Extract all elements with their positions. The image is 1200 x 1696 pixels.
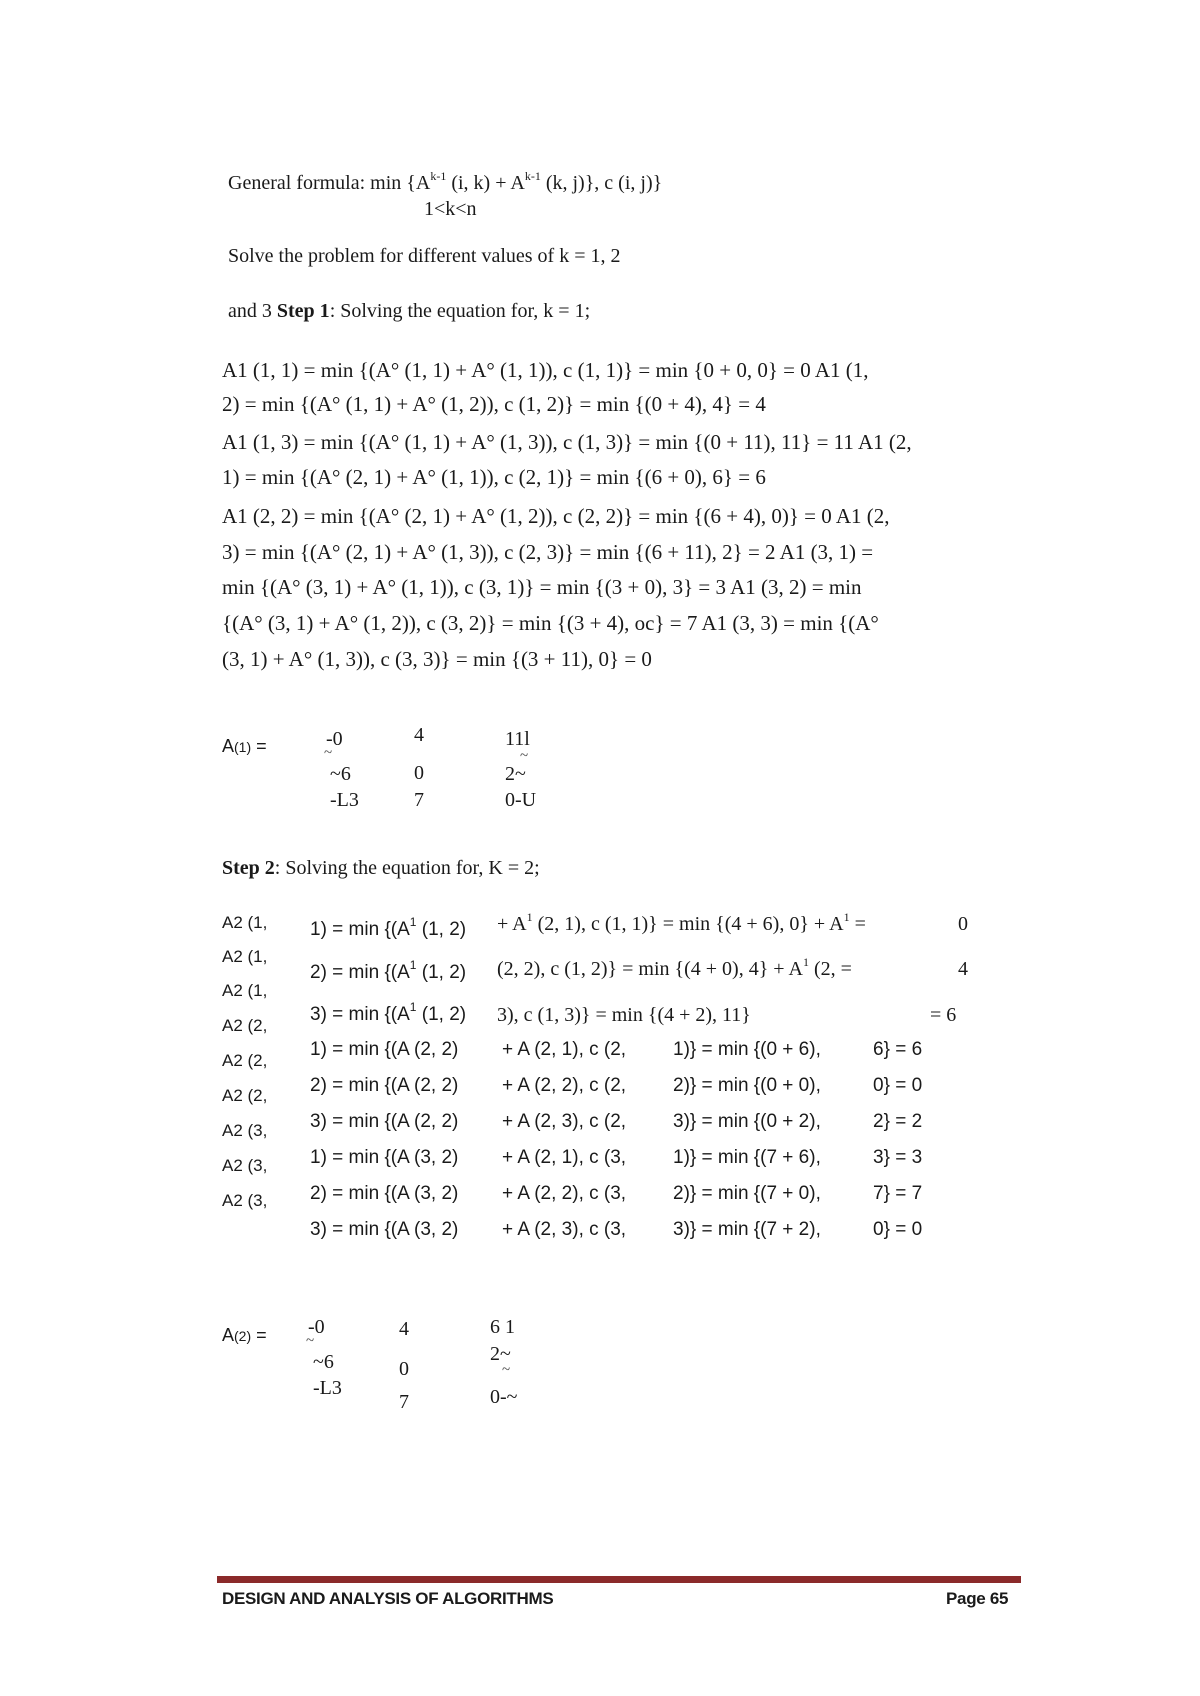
row-col-d: 2} = 2 xyxy=(873,1111,923,1132)
row-col-b: + A (2, 3), c (3, xyxy=(502,1219,627,1240)
step-2-heading xyxy=(222,857,540,880)
row2-sup: 1 xyxy=(409,958,417,972)
matrix-1-cell: -L3 xyxy=(330,789,359,811)
row-col-c: 1)} = min {(7 + 6), xyxy=(673,1147,821,1168)
step2-row-label: A2 (3, xyxy=(222,1121,268,1140)
matrix-1-cell: 7 xyxy=(414,789,424,811)
row-col-d: 6} = 6 xyxy=(873,1039,923,1060)
matrix-2-cell: 6 1 xyxy=(490,1316,515,1338)
matrix-2-letter: A xyxy=(222,1325,235,1345)
formula-prefix: General formula: min {A xyxy=(228,172,431,194)
step2-row-1-value: 0 xyxy=(958,913,968,935)
step2-row-label: A2 (1, xyxy=(222,913,268,932)
step2-row-1 xyxy=(310,915,467,941)
step2-row-label: A2 (2, xyxy=(222,1016,268,1035)
row-col-a: 1) = min {(A (2, 2) xyxy=(310,1039,459,1060)
row1-a: 1) = min {(A xyxy=(310,919,410,940)
step2-row-label: A2 (3, xyxy=(222,1191,268,1210)
matrix-1-label xyxy=(222,736,267,757)
formula-sup-1: k-1 xyxy=(430,169,447,183)
row-col-a: 3) = min {(A (2, 2) xyxy=(310,1111,459,1132)
step2-row-label: A2 (2, xyxy=(222,1086,268,1105)
matrix-1-cell: 0-U xyxy=(505,789,537,811)
matrix-2-cell: 2~ xyxy=(490,1343,511,1365)
formula-mid: (i, k) + A xyxy=(446,172,525,194)
step2-row-2-rest xyxy=(497,955,852,981)
step-2-label: Step 2 xyxy=(222,857,275,879)
step1-line: (3, 1) + A° (1, 3)), c (3, 3)} = min {(3 + 11), 0} = 0 xyxy=(222,647,652,671)
step2-row-3-rest: 3), c (1, 3)} = min {(4 + 2), 11} xyxy=(497,1004,751,1026)
row-col-b: + A (2, 3), c (2, xyxy=(502,1111,627,1132)
matrix-2-tilde: ~ xyxy=(306,1333,315,1349)
matrix-2-cell: 7 xyxy=(399,1391,409,1413)
intro-line-2-suffix: : Solving the equation for, k = 1; xyxy=(329,300,591,322)
row2-c: (2, 2), c (1, 2)} = min {(4 + 0), 4} + A xyxy=(497,958,803,980)
matrix-1-cell: 4 xyxy=(414,724,424,746)
step1-line: 1) = min {(A° (2, 1) + A° (1, 1)), c (2, 1)} = min {(6 + 0), 6} = 6 xyxy=(222,465,766,489)
row-col-a: 2) = min {(A (3, 2) xyxy=(310,1183,459,1204)
formula-suffix: (k, j)}, c (i, j)} xyxy=(540,172,663,194)
matrix-1-tilde: ~ xyxy=(324,745,333,761)
step2-row-1-rest xyxy=(497,910,866,936)
row1-c: + A xyxy=(497,913,527,935)
row-col-b: + A (2, 2), c (2, xyxy=(502,1075,627,1096)
matrix-1-tilde: ~ xyxy=(520,748,529,764)
step2-row-label: A2 (3, xyxy=(222,1156,268,1175)
row1-e: = xyxy=(849,913,866,935)
row-col-c: 2)} = min {(0 + 0), xyxy=(673,1075,821,1096)
row2-e: (2, = xyxy=(808,958,852,980)
row1-b: (1, 2) xyxy=(416,919,467,940)
intro-line-2-prefix: and 3 xyxy=(228,300,277,322)
row2-sup3: 1 xyxy=(802,955,809,969)
matrix-2-tilde: ~ xyxy=(502,1362,511,1378)
row-col-b: + A (2, 2), c (3, xyxy=(502,1183,627,1204)
step2-row-label: A2 (1, xyxy=(222,981,268,1000)
row2-a: 2) = min {(A xyxy=(310,962,410,983)
row-col-c: 3)} = min {(7 + 2), xyxy=(673,1219,821,1240)
matrix-1-letter: A xyxy=(222,736,235,756)
matrix-2-eq: = xyxy=(256,1325,267,1345)
row-col-d: 3} = 3 xyxy=(873,1147,923,1168)
matrix-1-sub: (1) xyxy=(234,739,252,755)
step-1-label: Step 1 xyxy=(276,300,330,322)
step2-row-2-value: 4 xyxy=(958,958,968,980)
matrix-2-cell: -0 xyxy=(308,1316,325,1338)
step2-row-2 xyxy=(310,958,467,984)
footer-title: DESIGN AND ANALYSIS OF ALGORITHMS xyxy=(222,1589,554,1608)
matrix-1-cell: 0 xyxy=(414,762,424,784)
row-col-d: 0} = 0 xyxy=(873,1075,923,1096)
step1-line: min {(A° (3, 1) + A° (1, 1)), c (3, 1)} = min {(3 + 0), 3} = 3 A1 (3, 2) = min xyxy=(222,575,862,599)
step2-row-3 xyxy=(310,1000,467,1026)
step2-row-3-value: = 6 xyxy=(930,1004,957,1026)
row-col-c: 1)} = min {(0 + 6), xyxy=(673,1039,821,1060)
intro-line-2 xyxy=(228,300,590,323)
step-2-heading-rest: : Solving the equation for, K = 2; xyxy=(274,857,540,879)
step2-row-label: A2 (1, xyxy=(222,947,268,966)
step2-row-label: A2 (2, xyxy=(222,1051,268,1070)
row-col-a: 1) = min {(A (3, 2) xyxy=(310,1147,459,1168)
matrix-1-eq: = xyxy=(256,736,267,756)
page-number: Page 65 xyxy=(946,1589,1009,1608)
step1-line: 2) = min {(A° (1, 1) + A° (1, 2)), c (1, 2)} = min {(0 + 4), 4} = 4 xyxy=(222,392,766,416)
matrix-2-cell: 0 xyxy=(399,1358,409,1380)
matrix-1-cell: -0 xyxy=(326,728,343,750)
step1-line: A1 (2, 2) = min {(A° (2, 1) + A° (1, 2)), c (2, 2)} = min {(6 + 4), 0)} = 0 A1 (2, xyxy=(222,504,890,528)
row-col-a: 3) = min {(A (3, 2) xyxy=(310,1219,459,1240)
row1-d: (2, 1), c (1, 1)} = min {(4 + 6), 0} + A xyxy=(532,913,844,935)
matrix-2-cell: -L3 xyxy=(313,1377,342,1399)
matrix-1-cell: 11l xyxy=(505,728,530,750)
row-col-b: + A (2, 1), c (3, xyxy=(502,1147,627,1168)
row1-sup2: 1 xyxy=(526,910,533,924)
matrix-2-cell: ~6 xyxy=(313,1351,334,1373)
step1-line: A1 (1, 1) = min {(A° (1, 1) + A° (1, 1)), c (1, 1)} = min {0 + 0, 0} = 0 A1 (1, xyxy=(222,358,869,382)
row1-sup: 1 xyxy=(409,915,417,929)
general-formula xyxy=(228,169,663,195)
row3-a: 3) = min {(A xyxy=(310,1004,410,1025)
row1-sup3: 1 xyxy=(843,910,850,924)
formula-sup-2: k-1 xyxy=(524,169,541,183)
formula-range: 1<k<n xyxy=(424,198,477,220)
matrix-2-label xyxy=(222,1325,267,1346)
row-col-c: 3)} = min {(0 + 2), xyxy=(673,1111,821,1132)
row-col-c: 2)} = min {(7 + 0), xyxy=(673,1183,821,1204)
step1-line: A1 (1, 3) = min {(A° (1, 1) + A° (1, 3)), c (1, 3)} = min {(0 + 11), 11} = 11 A1 (2, xyxy=(222,430,912,454)
matrix-1-cell: 2~ xyxy=(505,763,526,785)
row-col-a: 2) = min {(A (2, 2) xyxy=(310,1075,459,1096)
matrix-2-sub: (2) xyxy=(234,1328,252,1344)
matrix-2-cell: 0-~ xyxy=(490,1386,518,1408)
footer-rule xyxy=(217,1576,1021,1583)
row-col-d: 7} = 7 xyxy=(873,1183,923,1204)
intro-line-1: Solve the problem for different values of k = 1, 2 xyxy=(228,245,621,267)
row3-sup: 1 xyxy=(409,1000,417,1014)
step1-line: 3) = min {(A° (2, 1) + A° (1, 3)), c (2, 3)} = min {(6 + 11), 2} = 2 A1 (3, 1) = xyxy=(222,540,874,564)
row2-b: (1, 2) xyxy=(416,962,467,983)
row-col-b: + A (2, 1), c (2, xyxy=(502,1039,627,1060)
matrix-2-cell: 4 xyxy=(399,1318,409,1340)
step1-line: {(A° (3, 1) + A° (1, 2)), c (3, 2)} = min {(3 + 4), oc} = 7 A1 (3, 3) = min {(A° xyxy=(222,611,879,635)
row3-b: (1, 2) xyxy=(416,1004,467,1025)
row-col-d: 0} = 0 xyxy=(873,1219,923,1240)
matrix-1-cell: ~6 xyxy=(330,763,351,785)
